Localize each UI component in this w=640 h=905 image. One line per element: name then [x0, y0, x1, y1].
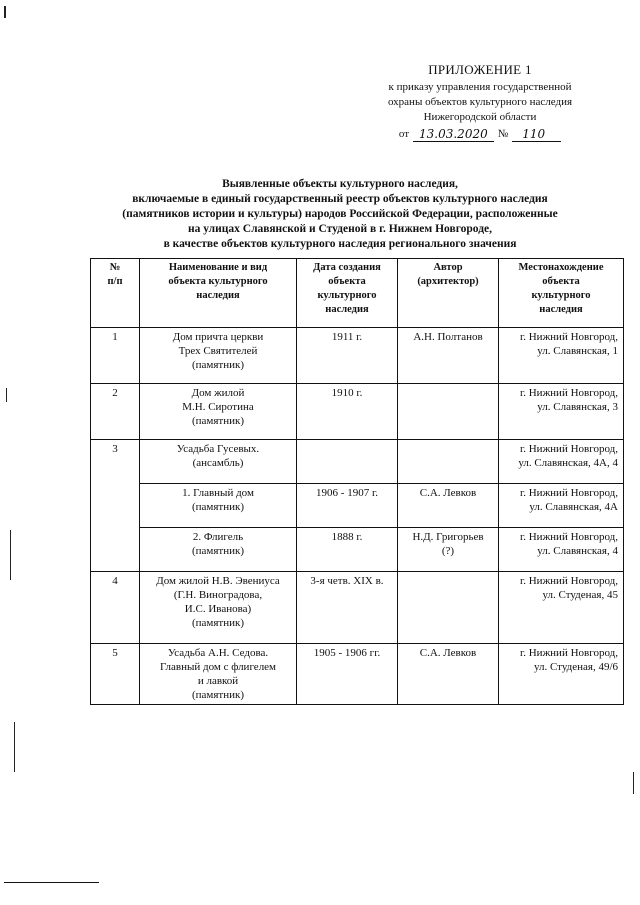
- cell-line: (памятник): [191, 617, 245, 629]
- cell-author: [398, 440, 499, 484]
- header-line: объекта: [328, 276, 366, 287]
- header-line: Дата создания: [313, 262, 381, 273]
- table-row: [91, 644, 624, 705]
- cell-line: ул. Славянская, 3: [537, 401, 618, 413]
- cell-object-name: [140, 484, 297, 528]
- appendix-line-2: охраны объектов культурного наследия: [387, 96, 573, 108]
- appendix-line-3: Нижегородской области: [423, 111, 537, 123]
- cell-line: Дом жилой Н.В. Эвениуса: [156, 575, 280, 587]
- cell-line: г. Нижний Новгород,: [519, 531, 618, 543]
- cell-line: г. Нижний Новгород,: [519, 575, 618, 587]
- cell-object-name: [140, 384, 297, 440]
- header-line: №: [109, 262, 121, 273]
- cell-author: [398, 484, 499, 528]
- cell-creation-date: 1888 г.: [297, 528, 398, 572]
- cell-line: Усадьба Гусевых.: [176, 443, 260, 455]
- scan-artifact-left-2: [10, 530, 11, 580]
- cell-line: С.А. Левков: [419, 647, 477, 659]
- cell-number: 3: [91, 440, 140, 572]
- cell-line: Усадьба А.Н. Седова.: [167, 647, 269, 659]
- table-row: [91, 384, 624, 440]
- cell-line: 2. Флигель: [192, 531, 244, 543]
- cell-line: И.С. Иванова): [184, 603, 252, 615]
- cell-line: (ансамбль): [192, 457, 244, 469]
- cell-line: (памятник): [191, 359, 245, 371]
- cell-line: г. Нижний Новгород,: [519, 387, 618, 399]
- header-location: [499, 259, 624, 328]
- cell-number: 2: [91, 384, 140, 440]
- cell-line: (Г.Н. Виноградова,: [173, 589, 263, 601]
- header-line: Наименование и вид: [168, 262, 268, 273]
- header-line: объекта: [542, 276, 580, 287]
- header-line: культурного: [531, 290, 591, 301]
- cell-number: 4: [91, 572, 140, 644]
- cell-line: (памятник): [191, 501, 245, 513]
- cell-author: [398, 644, 499, 705]
- header-line: Местонахождение: [518, 262, 604, 273]
- cell-line: г. Нижний Новгород,: [519, 331, 618, 343]
- cell-line: А.Н. Полтанов: [413, 331, 483, 343]
- cell-line: г. Нижний Новгород,: [519, 487, 618, 499]
- title-line: в качестве объектов культурного наследия регионального значения: [163, 238, 517, 250]
- scan-artifact-left-3: [14, 722, 15, 772]
- table-header-row: [91, 259, 624, 328]
- header-line: наследия: [325, 304, 369, 315]
- cell-author: [398, 572, 499, 644]
- table-row: [91, 572, 624, 644]
- cell-line: и лавкой: [197, 675, 239, 687]
- document-title: [60, 177, 620, 252]
- appendix-line-1: к приказу управления государственной: [388, 81, 572, 93]
- cell-location: [499, 384, 624, 440]
- title-line: на улицах Славянской и Студеной в г. Нижнем Новгороде,: [187, 223, 493, 235]
- header-line: объекта культурного: [168, 276, 268, 287]
- number-prefix: №: [497, 128, 509, 140]
- cell-line: Дом причта церкви: [172, 331, 264, 343]
- order-date-number: [399, 127, 561, 142]
- header-author: [398, 259, 499, 328]
- header-date: [297, 259, 398, 328]
- cell-object-name: [140, 440, 297, 484]
- cell-line: ул. Студеная, 49/6: [533, 661, 618, 673]
- cell-line: ул. Славянская, 1: [537, 345, 618, 357]
- cell-line: (памятник): [191, 545, 245, 557]
- cell-line: С.А. Левков: [419, 487, 477, 499]
- header-line: наследия: [196, 290, 240, 301]
- table-row: [91, 440, 624, 484]
- cell-line: ул. Студеная, 45: [542, 589, 618, 601]
- cell-object-name: [140, 328, 297, 384]
- cell-creation-date: 3-я четв. XIX в.: [297, 572, 398, 644]
- cell-line: ул. Славянская, 4А, 4: [518, 457, 618, 469]
- header-line: (архитектор): [417, 276, 479, 287]
- cell-author: [398, 384, 499, 440]
- appendix-block: [360, 62, 600, 142]
- heritage-objects-table: [90, 258, 624, 705]
- cell-line: Главный дом с флигелем: [159, 661, 277, 673]
- date-prefix: от: [398, 128, 410, 140]
- cell-object-name: [140, 644, 297, 705]
- cell-author: [398, 528, 499, 572]
- cell-line: Н.Д. Григорьев: [412, 531, 484, 543]
- header-number: [91, 259, 140, 328]
- cell-location: [499, 440, 624, 484]
- cell-line: г. Нижний Новгород,: [519, 443, 618, 455]
- cell-location: [499, 328, 624, 384]
- handwritten-date: 13.03.2020: [413, 128, 494, 142]
- footnote-rule: [4, 882, 99, 883]
- cell-creation-date: 1905 - 1906 гг.: [297, 644, 398, 705]
- header-line: наследия: [539, 304, 583, 315]
- cell-line: (?): [441, 545, 455, 557]
- cell-creation-date: 1911 г.: [297, 328, 398, 384]
- cell-line: ул. Славянская, 4А: [529, 501, 618, 513]
- cell-line: (памятник): [191, 689, 245, 701]
- header-line: п/п: [107, 276, 123, 287]
- cell-line: 1. Главный дом: [182, 487, 254, 499]
- scan-artifact-left-1: [6, 388, 7, 402]
- header-line: культурного: [317, 290, 377, 301]
- cell-creation-date: [297, 440, 398, 484]
- table-row: [91, 328, 624, 384]
- cell-location: [499, 572, 624, 644]
- title-line: Выявленные объекты культурного наследия,: [222, 178, 458, 190]
- scan-artifact-top-left: [4, 6, 6, 18]
- cell-number: 1: [91, 328, 140, 384]
- cell-creation-date: 1906 - 1907 г.: [297, 484, 398, 528]
- cell-object-name: [140, 572, 297, 644]
- handwritten-number: 110: [512, 128, 561, 142]
- cell-location: [499, 528, 624, 572]
- appendix-title: ПРИЛОЖЕНИЕ 1: [428, 62, 532, 77]
- cell-line: М.Н. Сиротина: [182, 401, 254, 413]
- cell-line: Дом жилой: [191, 387, 245, 399]
- cell-author: [398, 328, 499, 384]
- cell-object-name: [140, 528, 297, 572]
- cell-number: 5: [91, 644, 140, 705]
- scan-artifact-right-1: [633, 772, 634, 794]
- cell-location: [499, 644, 624, 705]
- title-line: включаемые в единый государственный реестр объектов культурного наследия: [132, 193, 548, 205]
- header-name: [140, 259, 297, 328]
- table-row: [91, 528, 624, 572]
- cell-line: Трех Святителей: [178, 345, 258, 357]
- title-line: (памятников истории и культуры) народов Российской Федерации, расположенные: [122, 208, 558, 220]
- cell-creation-date: 1910 г.: [297, 384, 398, 440]
- header-line: Автор: [433, 262, 463, 273]
- cell-location: [499, 484, 624, 528]
- cell-line: ул. Славянская, 4: [537, 545, 618, 557]
- cell-line: г. Нижний Новгород,: [519, 647, 618, 659]
- cell-line: (памятник): [191, 415, 245, 427]
- table-row: [91, 484, 624, 528]
